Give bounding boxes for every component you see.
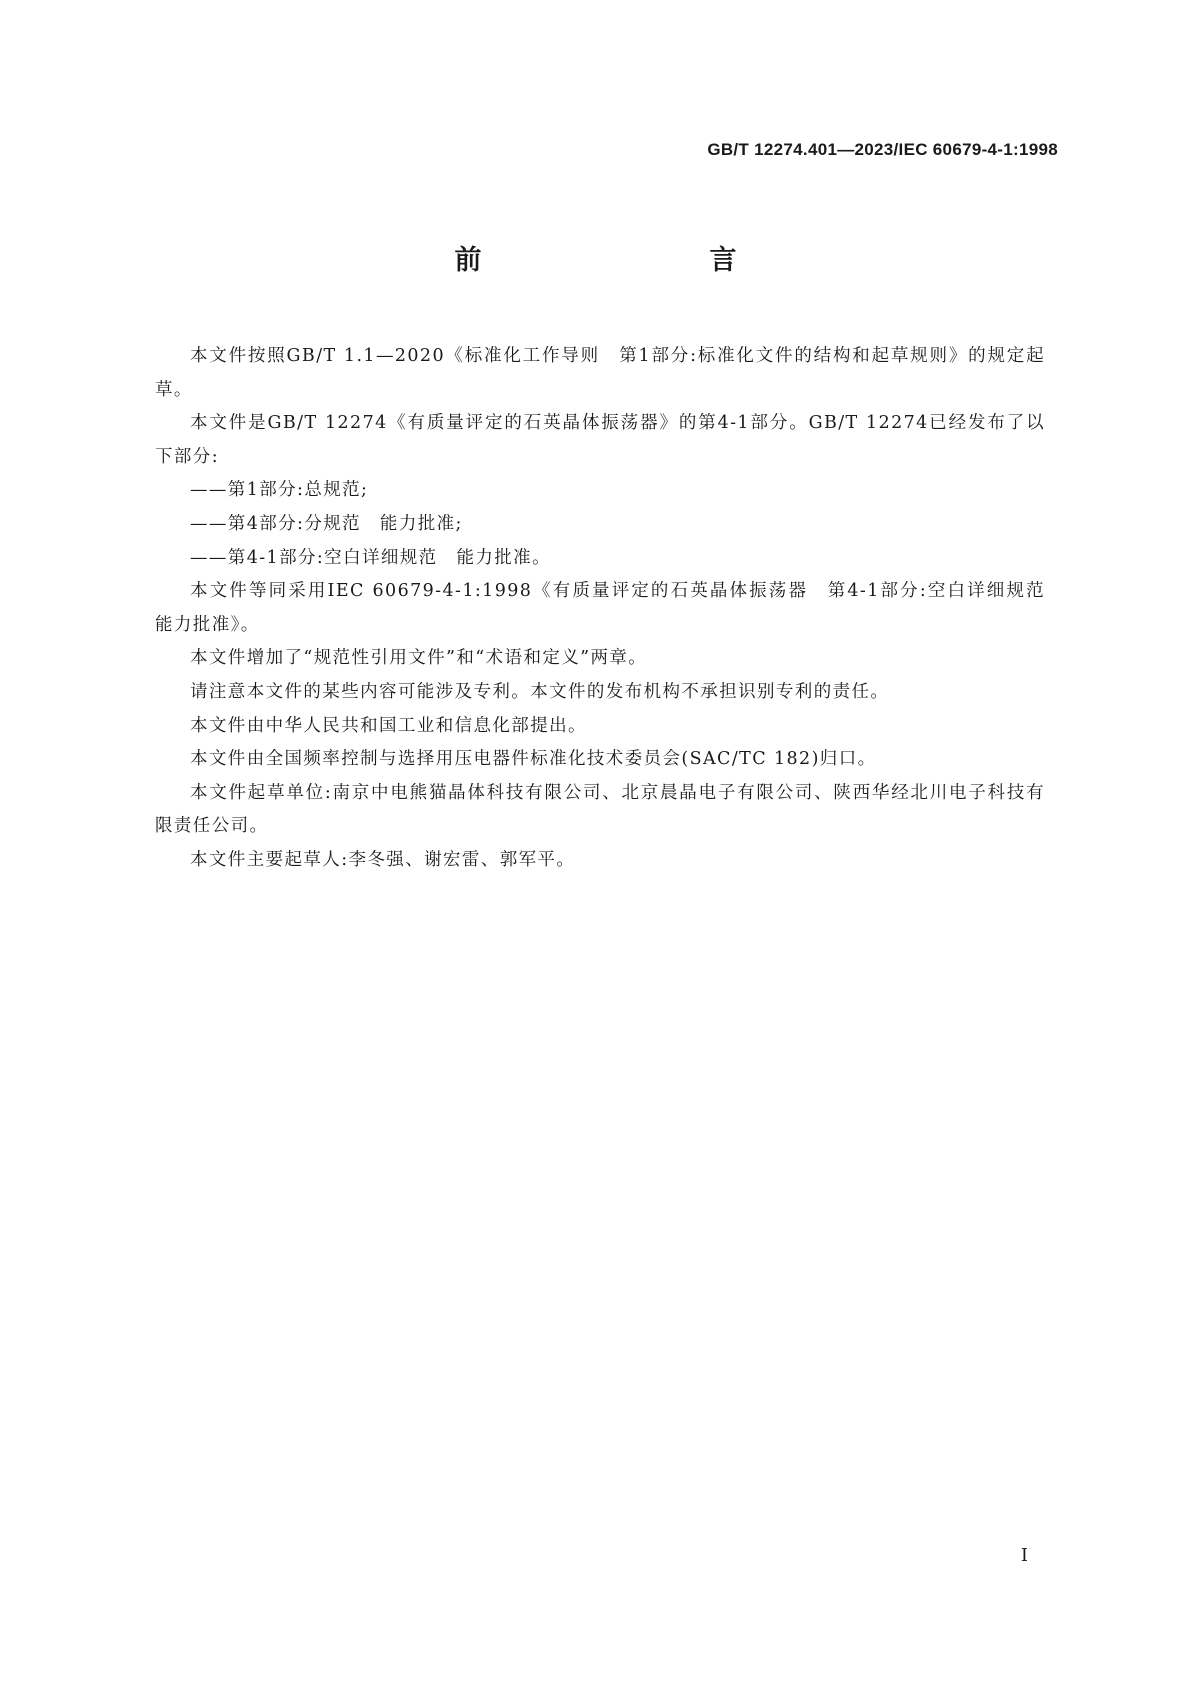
page-title: 前 言 xyxy=(454,245,795,276)
paragraph-administered-by: 本文件由全国频率控制与选择用压电器件标准化技术委员会(SAC/TC 182)归口。 xyxy=(190,749,877,770)
paragraph-patent-notice: 请注意本文件的某些内容可能涉及专利。本文件的发布机构不承担识别专利的责任。 xyxy=(190,681,890,702)
paragraph-drafters: 本文件主要起草人:李冬强、谢宏雷、郭军平。 xyxy=(190,849,576,870)
standard-number-header: GB/T 12274.401—2023/IEC 60679-4-1:1998 xyxy=(707,140,1058,159)
foreword-body xyxy=(155,340,1064,878)
list-item-part-1: ——第1部分:总规范; xyxy=(190,480,369,501)
paragraph-series-parts: 本文件是GB/T 12274《有质量评定的石英晶体振荡器》的第4-1部分。GB/T 12274已经发布了以下部分: xyxy=(155,413,1045,467)
paragraph-proposed-by: 本文件由中华人民共和国工业和信息化部提出。 xyxy=(190,715,587,736)
page-number: I xyxy=(1020,1545,1028,1566)
paragraph-drafting-units: 本文件起草单位:南京中电熊猫晶体科技有限公司、北京晨晶电子有限公司、陕西华经北川电子科技有限责任公司。 xyxy=(155,782,1045,837)
paragraph-iec-adoption: 本文件等同采用IEC 60679-4-1:1998《有质量评定的石英晶体振荡器 第4-1部分:空白详细规范 能力批准》。 xyxy=(155,581,1064,635)
list-item-part-4-1: ——第4-1部分:空白详细规范 能力批准。 xyxy=(190,547,551,568)
paragraph-added-chapters: 本文件增加了“规范性引用文件”和“术语和定义”两章。 xyxy=(190,648,648,669)
paragraph-drafting-rules: 本文件按照GB/T 1.1—2020《标准化工作导则 第1部分:标准化文件的结构和起草规则》的规定起草。 xyxy=(155,346,1045,400)
list-item-part-4: ——第4部分:分规范 能力批准; xyxy=(190,513,463,534)
